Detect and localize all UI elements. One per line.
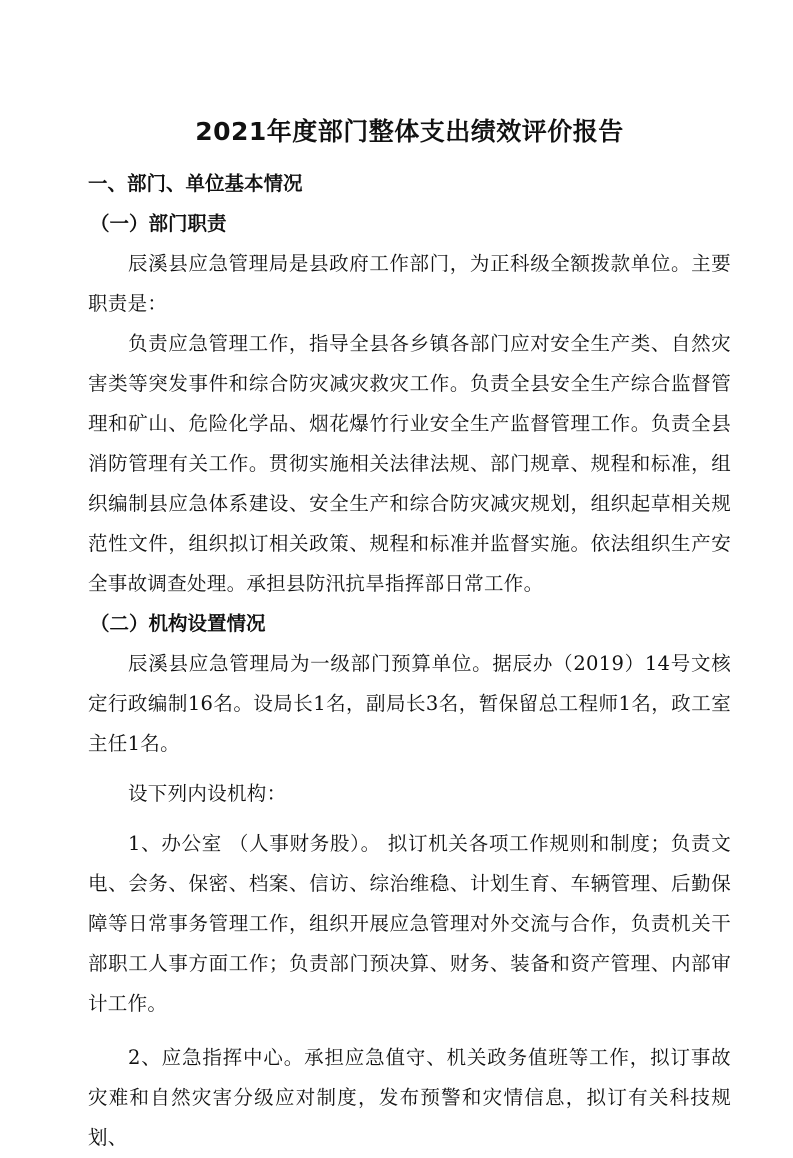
paragraph-duties-intro: 辰溪县应急管理局是县政府工作部门，为正科级全额拨款单位。主要职责是： bbox=[88, 252, 731, 315]
paragraph-duties-detail: 负责应急管理工作，指导全县各乡镇各部门应对安全生产类、自然灾害类等突发事件和综合防灾减灾救灾工作。负责全县安全生产综合监督管理和矿山、危险化学品、烟花爆竹行业安全生产监督管理工作。负责全县消防管理有关工作。贯彻实施相关法律法规、部门规章、规程和标准，组织编制县应急体系建设、安全生产和综合防灾减灾规划，组织起草相关规范性文件，组织拟订相关政策、规程和标准并监督实施。依法组织生产安全事故调查处理。承担县防汛抗旱指挥部日常工作。 bbox=[88, 332, 731, 595]
subsection-heading-organization: （二）机构设置情况 bbox=[90, 612, 266, 635]
paragraph-organization-overview: 辰溪县应急管理局为一级部门预算单位。据辰办（2019）14号文核定行政编制16名。设局长1名，副局长3名，暂保留总工程师1名，政工室主任1名。 bbox=[88, 652, 731, 755]
subsection-heading-duties: （一）部门职责 bbox=[90, 212, 227, 235]
document-title: 2021年度部门整体支出绩效评价报告 bbox=[195, 117, 624, 146]
paragraph-unit-command-center: 2、应急指挥中心。承担应急值守、机关政务值班等工作，拟订事故灾难和自然灾害分级应对制度，发布预警和灾情信息，拟订有关科技规划、 bbox=[88, 1046, 731, 1149]
section-heading-basic-info: 一、部门、单位基本情况 bbox=[88, 172, 303, 195]
paragraph-unit-office: 1、办公室 （人事财务股）。 拟订机关各项工作规则和制度；负责文电、会务、保密、档案、信访、综治维稳、计划生育、车辆管理、后勤保障等日常事务管理工作，组织开展应急管理对外交流与合作，负责机关干部职工人事方面工作；负责部门预决算、财务、装备和资产管理、内部审计工作。 bbox=[88, 832, 731, 1015]
paragraph-internal-units-intro: 设下列内设机构： bbox=[128, 782, 287, 805]
